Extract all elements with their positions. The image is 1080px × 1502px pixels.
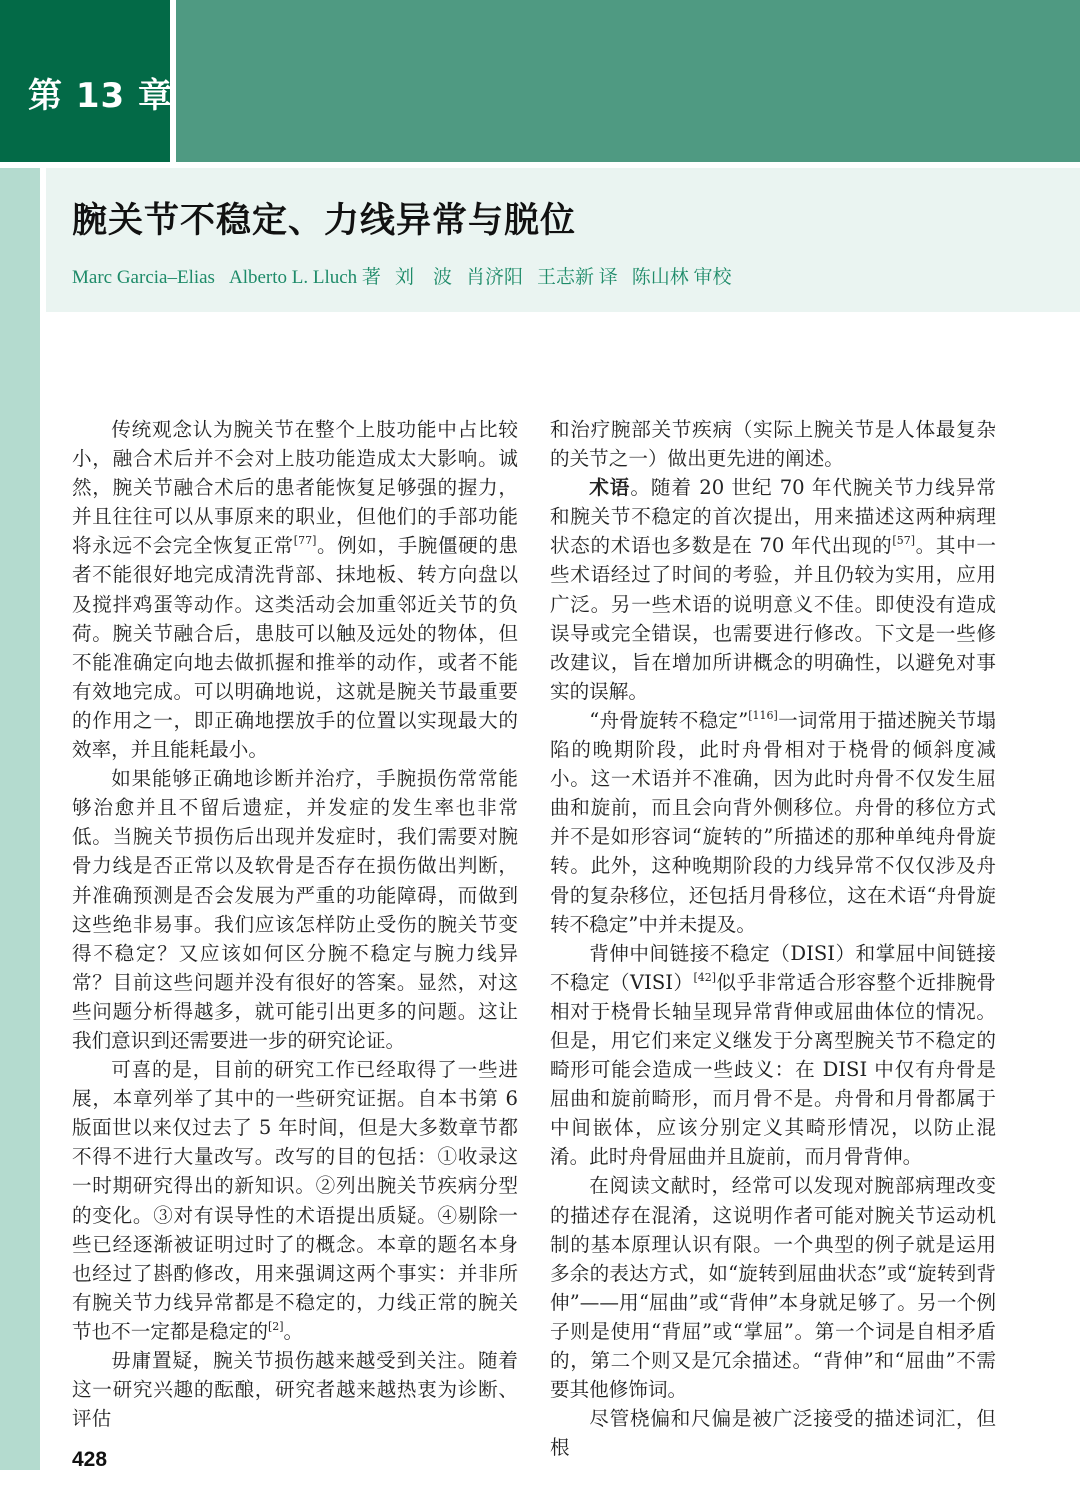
text-run: 在阅读文献时，经常可以发现对腕部病理改变的描述存在混淆，这说明作者可能对腕关节运动机制的基本原理认识有限。一个典型的例子就是运用多余的表达方式，如“旋转到屈曲状态”或“旋转到背伸”——用“屈曲”或“背伸”本身就足够了。另一个例子则是使用“背屈”或“掌屈”。第一个词是自相矛盾的，第二个则又是冗余描述。“背伸”和“屈曲”不需要其他修饰词。 xyxy=(550,1174,996,1402)
translator: 王志新 译 xyxy=(536,267,618,288)
text-run: 毋庸置疑，腕关节损伤越来越受到关注。随着这一研究兴趣的酝酿，研究者越来越热衷为诊断、评估 xyxy=(72,1349,518,1431)
text-run: 可喜的是，目前的研究工作已经取得了一些进展，本章列举了其中的一些研究证据。自本书第 6 版面世以来仅过去了 5 年时间，但是大多数章节都不得不进行大量改写。改写的目的包括：①收录这一时期研究得出的新知识。②列出腕关节疾病分型的变化。③对有误导性的术语提出质疑。④剔除一些已经逐渐被证明过时了的概念。本章的题名本身也经过了斟酌修改，用来强调这两个事实：并非所有腕关节力线异常都是不稳定的，力线正常的腕关节也不一定都是稳定的 xyxy=(72,1058,518,1343)
paragraph xyxy=(72,1346,518,1433)
paragraph xyxy=(550,1171,996,1404)
paragraph xyxy=(550,415,996,473)
author: Marc Garcia–Elias xyxy=(72,267,215,288)
text-run: 背伸中间链接不稳定（DISI）和掌屈中间链接不稳定（VISI） xyxy=(550,941,996,994)
paragraph xyxy=(72,1055,518,1346)
side-strip xyxy=(0,168,40,1470)
citation: [57] xyxy=(892,534,916,548)
chapter-label: 第 13 章 xyxy=(28,76,173,116)
text-run: “舟骨旋转不稳定” xyxy=(589,708,749,732)
paragraph xyxy=(550,1404,996,1462)
paragraph xyxy=(550,473,996,706)
authors-line xyxy=(72,262,746,289)
text-run: 一词常用于描述腕关节塌陷的晚期阶段，此时舟骨相对于桡骨的倾斜度减小。这一术语并不准确，因为此时舟骨不仅发生屈曲和旋前，而且会向背外侧移位。舟骨的移位方式并不是如形容词“旋转的”所描述的那种单纯舟骨旋转。此外，这种晚期阶段的力线异常不仅仅涉及舟骨的复杂移位，还包括月骨移位，这在术语“舟骨旋转不稳定”中并未提及。 xyxy=(550,708,996,936)
paragraph xyxy=(550,939,996,1172)
translator: 肖济阳 xyxy=(465,267,523,288)
citation: [116] xyxy=(748,708,778,722)
text-run: 。其中一些术语经过了时间的考验，并且仍较为实用，应用广泛。另一些术语的说明意义不佳。即使没有造成误导或完全错误，也需要进行修改。下文是一些修改建议，旨在增加所讲概念的明确性，以避免对事实的误解。 xyxy=(550,534,997,703)
run-in-heading: 术语 xyxy=(589,476,631,500)
paragraph xyxy=(72,764,518,1055)
chapter-box xyxy=(0,0,173,162)
paragraph xyxy=(72,415,518,764)
paragraph xyxy=(550,706,996,939)
right-column xyxy=(550,415,996,1502)
author: Alberto L. Lluch 著 xyxy=(228,267,381,288)
header-band xyxy=(176,0,1080,162)
citation: [77] xyxy=(293,534,317,548)
page-number: 428 xyxy=(72,1448,108,1472)
text-run: 。例如，手腕僵硬的患者不能很好地完成清洗背部、抹地板、转方向盘以及搅拌鸡蛋等动作。这类活动会加重邻近关节的负荷。腕关节融合后，患肢可以触及远处的物体，但不能准确定向地去做抓握和推举的动作，或者不能有效地完成。可以明确地说，这就是腕关节最重要的作用之一，即正确地摆放手的位置以实现最大的效率，并且能耗最小。 xyxy=(72,534,519,762)
left-column xyxy=(72,415,518,1433)
text-run: 和治疗腕部关节疾病（实际上腕关节是人体最复杂的关节之一）做出更先进的阐述。 xyxy=(550,418,996,471)
text-run: 如果能够正确地诊断并治疗，手腕损伤常常能够治愈并且不留后遗症，并发症的发生率也非常低。当腕关节损伤后出现并发症时，我们需要对腕骨力线是否正常以及软骨是否存在损伤做出判断，并准确预测是否会发展为严重的功能障碍，而做到这些绝非易事。我们应该怎样防止受伤的腕关节变得不稳定？又应该如何区分腕不稳定与腕力线异常？目前这些问题并没有很好的答案。显然，对这些问题分析得越多，就可能引出更多的问题。这让我们意识到还需要进一步的研究论证。 xyxy=(72,767,518,1052)
left-column-wrapper xyxy=(72,415,518,1493)
citation: [42] xyxy=(693,970,717,984)
reviewer: 陈山林 审校 xyxy=(631,267,732,288)
text-run: 尽管桡偏和尺偏是被广泛接受的描述词汇，但根 xyxy=(550,1407,996,1460)
translator: 刘 波 xyxy=(394,267,452,288)
citation: [2] xyxy=(267,1319,284,1333)
text-run: 似乎非常适合形容整个近排腕骨相对于桡骨长轴呈现异常背伸或屈曲体位的情况。但是，用它们来定义继发于分离型腕关节不稳定的畸形可能会造成一些歧义：在 DISI 中仅有舟骨是屈曲和旋前畸形，而月骨不是。舟骨和月骨都属于中间嵌体，应该分别定义其畸形情况，以防止混淆。此时舟骨屈曲并且旋前，而月骨背伸。 xyxy=(550,970,997,1169)
text-run: 传统观念认为腕关节在整个上肢功能中占比较小，融合术后并不会对上肢功能造成太大影响。诚然，腕关节融合术后的患者能恢复足够强的握力，并且往往可以从事原来的职业，但他们的手部功能将永远不会完全恢复正常 xyxy=(72,418,518,558)
text-run: 。随着 20 世纪 70 年代腕关节力线异常和腕关节不稳定的首次提出，用来描述这两种病理状态的术语也多数是在 70 年代出现的 xyxy=(550,476,996,558)
text-run: 。 xyxy=(283,1319,304,1343)
chapter-title: 腕关节不稳定、力线异常与脱位 xyxy=(72,201,577,241)
